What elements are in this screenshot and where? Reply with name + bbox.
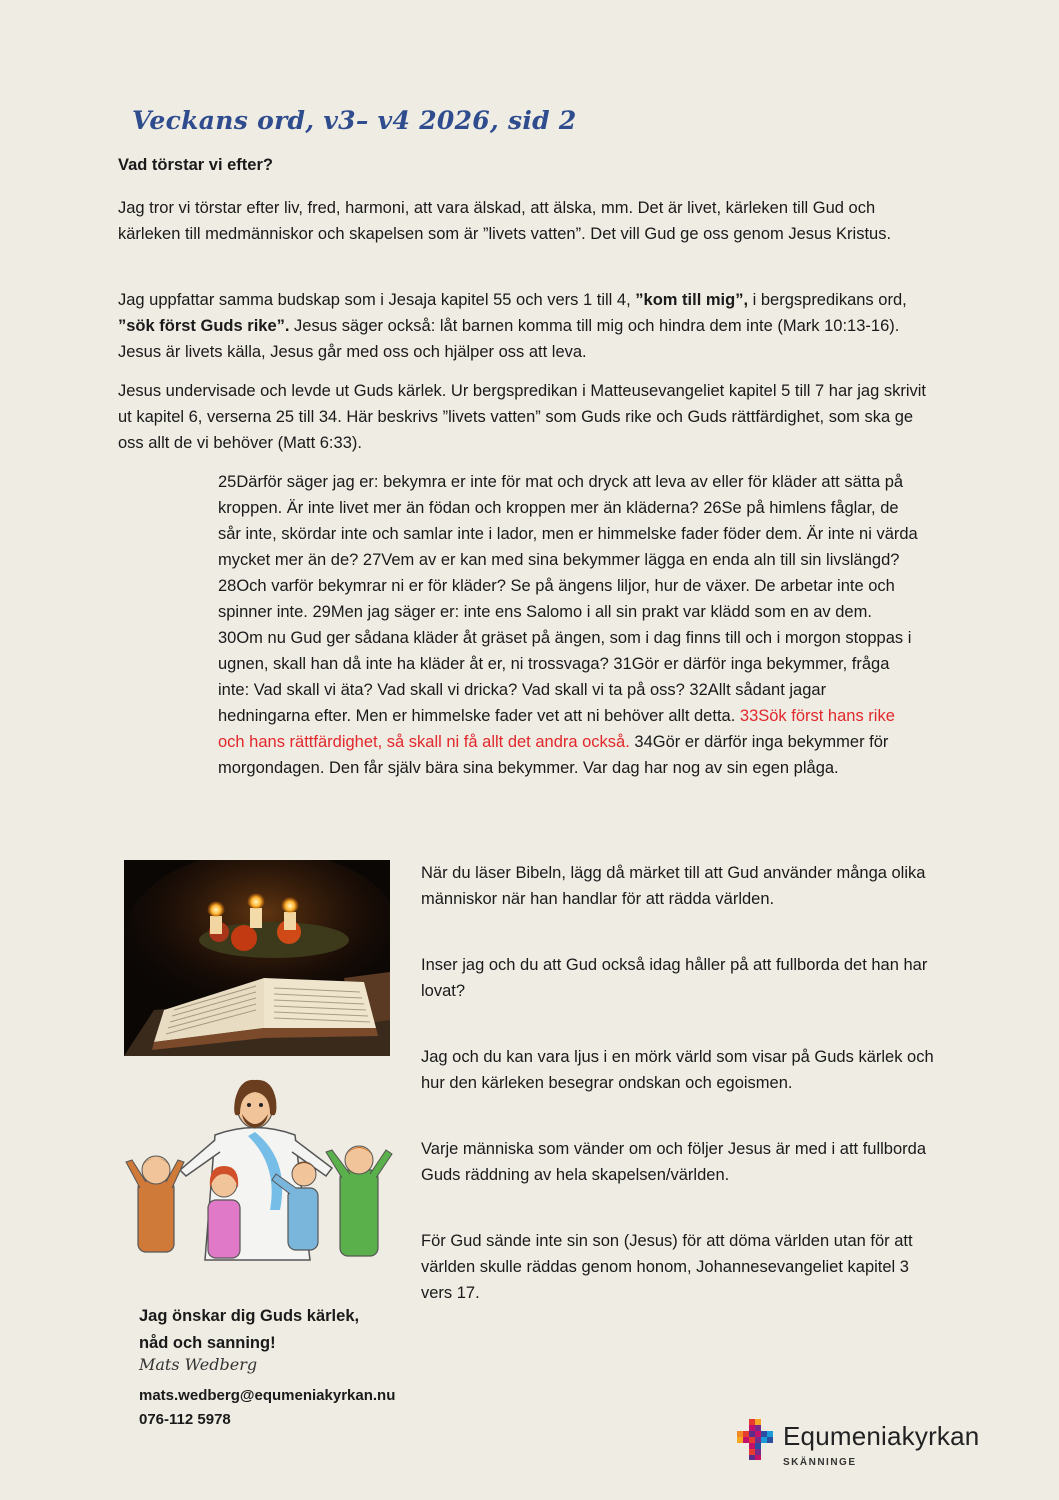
intro-paragraph-3: Jesus undervisade och levde ut Guds kärlek. Ur bergspredikan i Matteusevangeliet kapitel 5 till 7 har jag skrivit ut kapitel 6, verserna 25 till 34. Här beskrivs ”livets vatten” som Guds rike och Guds rättfärdighet, som ska ge oss allt de vi behöver (Matt 6:33).: [118, 382, 926, 452]
jesus-children-svg: [120, 1070, 410, 1265]
wish-line-1: Jag önskar dig Guds kärlek,: [139, 1307, 360, 1325]
p2-bold-seek-kingdom: ”sök först Guds rike”.: [118, 317, 290, 335]
reflection-5: För Gud sände inte sin son (Jesus) för att döma världen utan för att världen skulle räddas genom honom, Johannesevangeliet kapitel 3 vers 17.: [421, 1232, 913, 1302]
intro-paragraph-1: Jag tror vi törstar efter liv, fred, harmoni, att vara älskad, att älska, mm. Det är livet, kärleken till Gud och kärleken till medmänniskor och skapelsen som är ”livets vatten”. Det vill Gud ge oss genom Jesus Kristus.: [118, 199, 892, 243]
closing-wish: [139, 1303, 399, 1357]
p2-bold-come-to-me: ”kom till mig”,: [635, 291, 749, 309]
wish-line-2: nåd och sanning!: [139, 1334, 276, 1352]
p2-text-c: i bergspredikans ord,: [748, 291, 907, 309]
signature: Mats Wedberg: [139, 1355, 258, 1374]
bible-candles-illustration: [124, 860, 390, 1056]
jesus-children-illustration: [120, 1070, 410, 1265]
scripture-end: 34Gör er därför inga bekymmer för morgondagen. Den får själv bära sina bekymmer. Var dag har nog av sin egen plåga.: [218, 733, 889, 777]
logo-subtitle: SKÄNNINGE: [783, 1457, 857, 1468]
email-link[interactable]: mats.wedberg@equmeniakyrkan.nu: [139, 1387, 396, 1404]
phone-number: 076-112 5978: [139, 1411, 231, 1428]
cross-logo-icon: [733, 1417, 777, 1461]
reflection-4: Varje människa som vänder om och följer Jesus är med i att fullborda Guds räddning av hela skapelsen/världen.: [421, 1140, 927, 1184]
contact-info: [139, 1384, 395, 1432]
p2-text-e: Jesus säger också: låt barnen komma till mig och hindra dem inte (Mark 10:13-16). Jesus är livets källa, Jesus går med oss och hjälper oss att leva.: [118, 317, 900, 361]
church-logo: [733, 1415, 1023, 1475]
intro-paragraph-2: [118, 287, 928, 365]
page-title: Veckans ord, v3– v4 2026, sid 2: [132, 106, 577, 135]
scripture-main: 25Därför säger jag er: bekymra er inte för mat och dryck att leva av eller för kläder att sätta på kroppen. Är inte livet mer än födan och kroppen mer än kläderna? 26Se på himlens fåglar, de sår inte, skördar inte och samlar inte i lador, men er himmelske fader föder dem. Är inte ni värda mycket mer än de? 27Vem av er kan med sina bekymmer lägga en enda aln till sin livslängd? 28Och varför bekymrar ni er för kläder? Se på ängens liljor, hur de växer. De arbetar inte och spinner inte. 29Men jag säger er: inte ens Salomo i all sin prakt var klädd som en av dem. 30Om nu Gud ger sådana kläder åt gräset på ängen, som i dag finns till och i morgon stoppas i ugnen, skall han då inte ha kläder åt er, ni trossvaga? 31Gör er därför inga bekymmer, fråga inte: Vad skall vi äta? Vad skall vi dricka? Vad skall vi ta på oss? 32Allt sådant jagar hedningarna efter. Men er himmelske fader vet att ni behöver allt detta.: [218, 473, 918, 725]
scripture-highlight: 33Sök först hans rike och hans rättfärdighet, så skall ni få allt det andra också.: [218, 707, 895, 751]
reflection-2: Inser jag och du att Gud också idag håller på att fullborda det han har lovat?: [421, 956, 928, 1000]
section-heading: Vad törstar vi efter?: [118, 156, 273, 174]
bible-candles-photo: [124, 860, 390, 1056]
reflection-3: Jag och du kan vara ljus i en mörk värld som visar på Guds kärlek och hur den kärleken besegrar ondskan och egoismen.: [421, 1048, 934, 1092]
logo-name: Equmeniakyrkan: [783, 1421, 980, 1451]
reflection-1: När du läser Bibeln, lägg då märket till att Gud använder många olika människor när han handlar för att rädda världen.: [421, 864, 926, 908]
p2-text-a: Jag uppfattar samma budskap som i Jesaja kapitel 55 och vers 1 till 4,: [118, 291, 636, 309]
scripture-quote: [218, 469, 918, 781]
